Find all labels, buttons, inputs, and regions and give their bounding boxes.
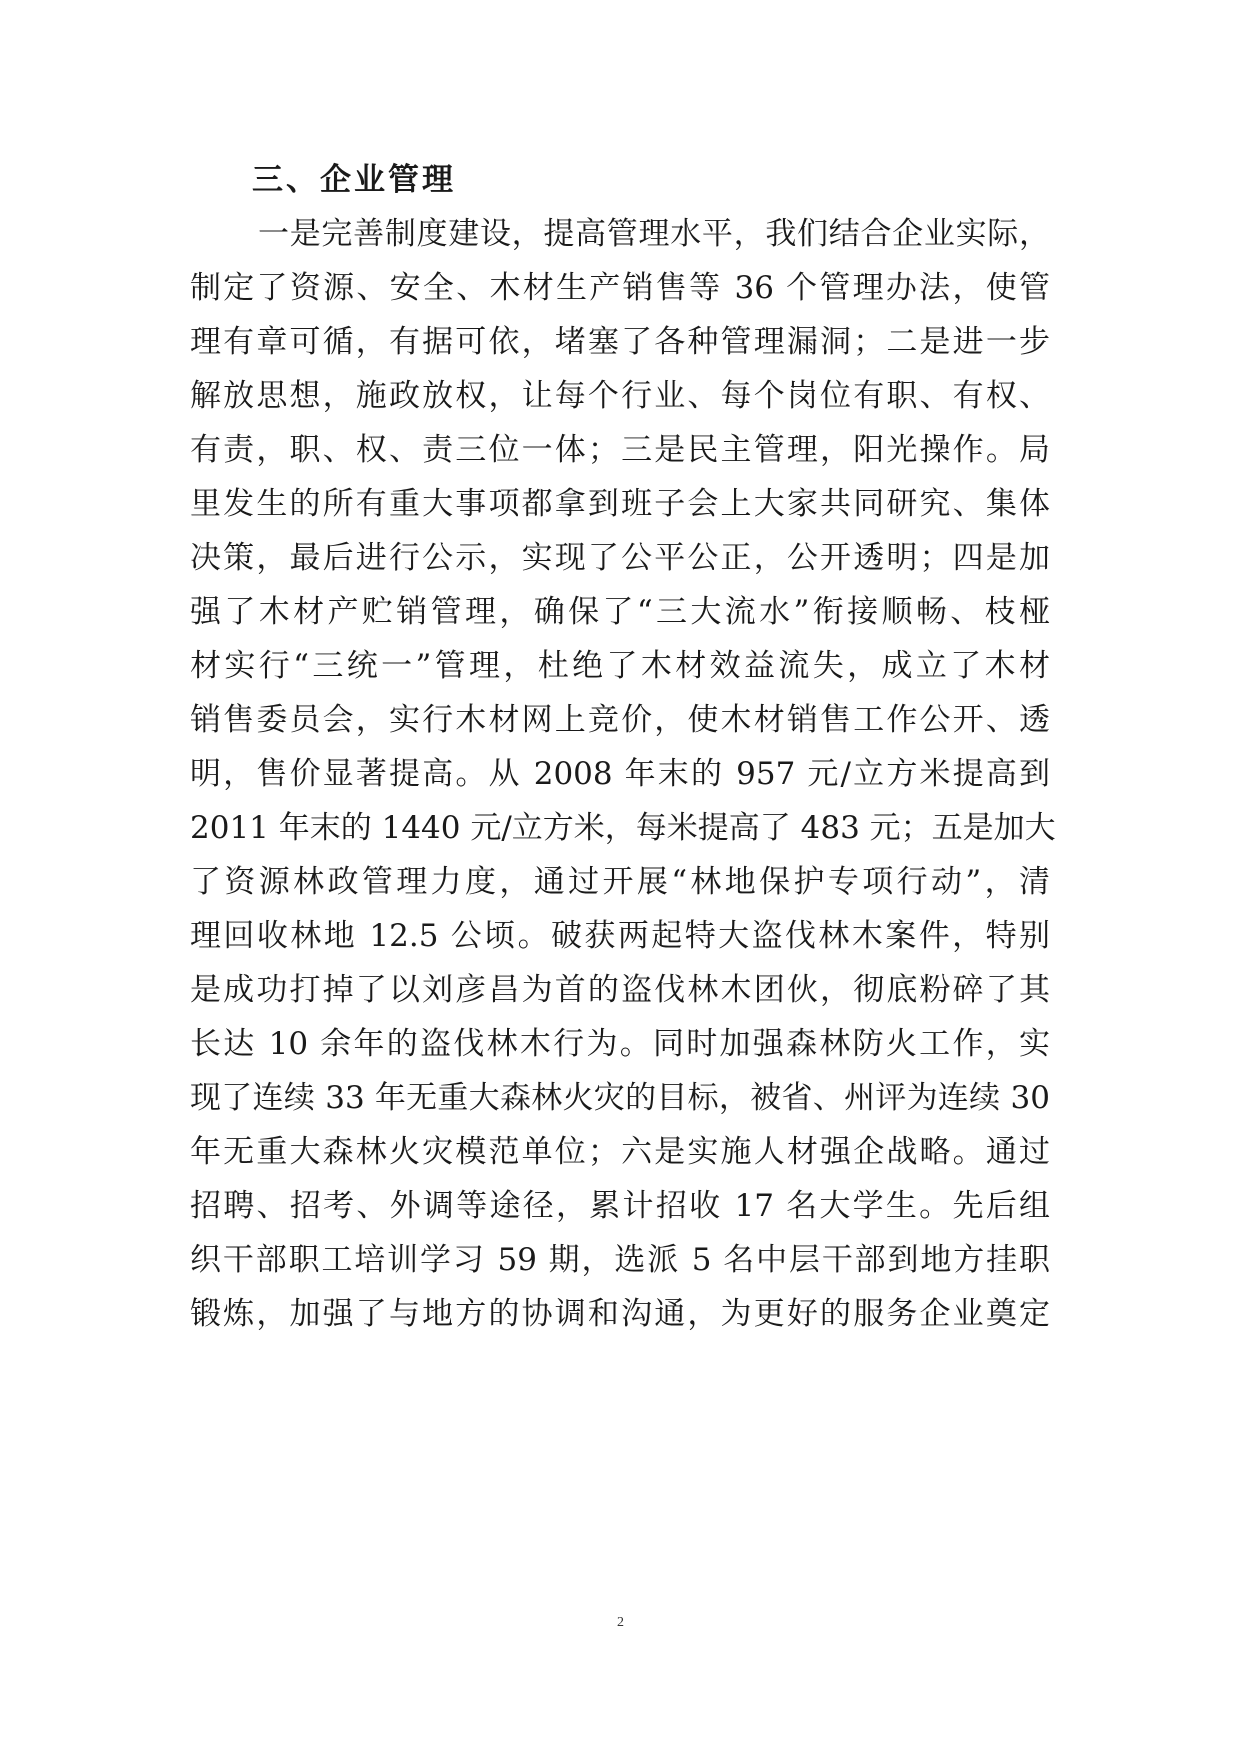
paragraph-line: 解放思想，施政放权，让每个行业、每个岗位有职、有权、: [190, 378, 1050, 414]
paragraph-line: 招聘、招考、外调等途径，累计招收 17 名大学生。先后组: [190, 1188, 1050, 1224]
paragraph-line: 是成功打掉了以刘彦昌为首的盗伐林木团伙，彻底粉碎了其: [190, 972, 1050, 1008]
paragraph-line: 了资源林政管理力度，通过开展“林地保护专项行动”，清: [190, 864, 1050, 900]
paragraph-line: 现了连续 33 年无重大森林火灾的目标，被省、州评为连续 30: [190, 1080, 1050, 1116]
paragraph-line: 织干部职工培训学习 59 期，选派 5 名中层干部到地方挂职: [190, 1242, 1050, 1278]
paragraph-line: 里发生的所有重大事项都拿到班子会上大家共同研究、集体: [190, 486, 1050, 522]
paragraph-line: 制定了资源、安全、木材生产销售等 36 个管理办法，使管: [190, 270, 1050, 306]
paragraph-line: 材实行“三统一”管理，杜绝了木材效益流失，成立了木材: [190, 648, 1050, 684]
paragraph-line: 锻炼，加强了与地方的协调和沟通，为更好的服务企业奠定: [190, 1296, 1050, 1332]
paragraph-line: 强了木材产贮销管理，确保了“三大流水”衔接顺畅、枝桠: [190, 594, 1050, 630]
section-heading: 三、企业管理: [252, 162, 456, 198]
paragraph-line: 理回收林地 12.5 公顷。破获两起特大盗伐林木案件，特别: [190, 918, 1050, 954]
paragraph-line: 2011 年末的 1440 元/立方米，每米提高了 483 元；五是加大: [190, 810, 1056, 846]
paragraph-line: 决策，最后进行公示，实现了公平公正，公开透明；四是加: [190, 540, 1050, 576]
paragraph-line: 有责，职、权、责三位一体；三是民主管理，阳光操作。局: [190, 432, 1050, 468]
paragraph-line: 长达 10 余年的盗伐林木行为。同时加强森林防火工作，实: [190, 1026, 1050, 1062]
paragraph-line: 销售委员会，实行木材网上竞价，使木材销售工作公开、透: [190, 702, 1050, 738]
page-number: 2: [617, 1615, 624, 1630]
paragraph-line: 年无重大森林火灾模范单位；六是实施人材强企战略。通过: [190, 1134, 1050, 1170]
paragraph-line: 理有章可循，有据可依，堵塞了各种管理漏洞；二是进一步: [190, 324, 1050, 360]
paragraph-line: 一是完善制度建设，提高管理水平，我们结合企业实际，: [258, 216, 1050, 252]
paragraph-line: 明，售价显著提高。从 2008 年末的 957 元/立方米提高到: [190, 756, 1050, 792]
